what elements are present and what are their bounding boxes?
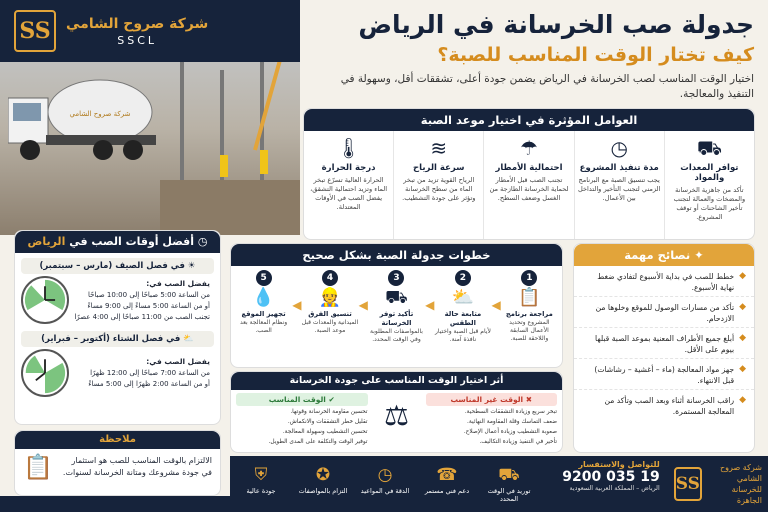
company-abbr: SSCL <box>117 33 158 47</box>
winter-clock-icon <box>21 349 69 397</box>
winter-season-title: ⛅ في فصل الشتاء (أكتوبر – فبراير) <box>21 331 214 347</box>
step-title: متابعة حالة الطقس <box>444 310 482 327</box>
brand-header <box>0 0 300 62</box>
step-desc: الميدانية والمعدات قبل موعد الصبة. <box>301 319 359 334</box>
clock-icon: ◷ <box>377 465 393 485</box>
footer-brand-tagline: للخرسانة الجاهزة <box>731 485 762 505</box>
steps-header: خطوات جدولة الصبة بشكل صحيح <box>231 244 562 266</box>
summer-clock-icon <box>21 276 69 324</box>
bullet-icon: ◆ <box>739 395 746 405</box>
shield-icon: ⛨ <box>254 465 268 485</box>
weather-icon: ⛅ <box>451 287 475 308</box>
note-header: ملاحظة <box>15 431 220 449</box>
winter-lead: يفضل الصب في: <box>146 357 210 366</box>
balance-scale-icon: ⚖ <box>383 399 410 432</box>
tip-item: ◆ أبلغ جميع الأطراف المعنية بموعد الصبة قبلها بيوم على الأقل. <box>574 328 754 359</box>
cloud-sun-icon: ⛅ <box>180 334 194 344</box>
factor-item <box>393 131 483 239</box>
feature-item <box>478 465 540 503</box>
contact-title: للتواصل والاستفسار <box>578 460 660 469</box>
good-timing-column <box>236 393 368 446</box>
step-desc: لأيام قبل الصبة واختيار نافذة آمنة. <box>434 328 491 343</box>
factor-item <box>664 131 754 239</box>
best-times-panel <box>14 230 221 425</box>
winter-line: أو من الساعة 2:00 ظهرًا إلى 5:00 مساءً <box>88 380 210 388</box>
tips-header: ✦ نصائح مهمة <box>574 244 754 266</box>
hero-photo <box>0 0 300 235</box>
tip-item: ◆ جهز مواد المعالجة (ماء – أغشية – رشاشات) قبل الانتهاء. <box>574 359 754 390</box>
summer-lead: يفضل الصب في: <box>146 278 210 288</box>
tips-panel <box>573 243 755 453</box>
feature-label: توريد في الوقت المحدد <box>487 487 531 503</box>
summer-season-title: ☀ في فصل الصيف (مارس – سبتمبر) <box>21 258 214 274</box>
step-title: مراجعة برنامج <box>505 310 553 318</box>
factor-title: درجة الحرارة <box>321 163 376 173</box>
step-number: 5 <box>256 270 272 286</box>
good-timing-title: ✔ الوقت المناسب <box>236 393 368 406</box>
factor-desc: يجب تنسيق الصبة مع البرنامج الزمني لتجنب التأخير والتداخل بين الأعمال. <box>577 176 661 202</box>
x-icon: ✖ <box>523 395 533 404</box>
factor-item <box>574 131 664 239</box>
factor-desc: تجنب الصب قبل الأمطار لحماية الخرسانة الطازجة من الغسل وضعف السطح. <box>489 176 569 202</box>
bullet-icon: ◆ <box>739 271 746 281</box>
factor-desc: الرياح القوية تزيد من تبخر الماء من سطح الخرسانة وتؤثر على جودة التشطيب. <box>402 176 476 202</box>
page-subtitle: كيف تختار الوقت المناسب للصبة؟ <box>437 44 754 66</box>
summer-line: أو من الساعة 5:00 مساءً إلى 9:00 مساءً <box>87 301 210 310</box>
footer-brand <box>668 456 768 512</box>
bad-timing-line: تبخر سريع وزيادة التشققات السطحية. <box>464 409 557 415</box>
step-title: تأكيد توفر الخرسانة <box>379 310 414 327</box>
footer-strip <box>0 496 230 512</box>
step-number: 4 <box>322 270 338 286</box>
good-timing-line: تحسين التشطيب وسهولة المعالجة. <box>282 429 368 435</box>
bad-timing-column <box>426 393 558 446</box>
best-times-header <box>15 231 220 253</box>
factors-header: العوامل المؤثرة في اختيار موعد الصبة <box>304 109 754 131</box>
contact-block <box>540 456 668 512</box>
feature-item <box>230 465 292 503</box>
step-number: 1 <box>521 270 537 286</box>
note-text: الالتزام بالوقت المناسب للصب هو استثمار في جودة مشروعك ومتانة الخرسانة لسنوات. <box>62 456 212 477</box>
bad-timing-title: ✖ الوقت غير المناسب <box>426 393 558 406</box>
step-item <box>235 270 292 344</box>
page-title: جدولة صب الخرسانة في الرياض <box>358 10 754 39</box>
mixer-truck-illustration <box>8 70 158 165</box>
worker-icon: 👷 <box>318 287 342 308</box>
wind-icon: ≋ <box>430 136 448 160</box>
location-text: الرياض – المملكة العربية السعودية <box>569 485 660 492</box>
bullet-icon: ◆ <box>739 302 746 312</box>
sun-icon: ☀ <box>184 261 196 271</box>
factor-item <box>304 131 393 239</box>
feature-label: جودة عالية <box>246 487 276 495</box>
bad-timing-line: ضعف التماسك وقلة المقاومة النهائية. <box>467 419 557 425</box>
truck-brand-label: شركة صروح الشامي <box>69 110 131 118</box>
step-desc: ونظام المعالجة بعد الصب. <box>239 319 288 334</box>
water-drop-icon: 💧 <box>252 287 275 308</box>
feature-item <box>416 465 478 503</box>
steps-panel <box>230 243 563 368</box>
feature-label: الدقة في المواعيد <box>360 487 410 495</box>
note-panel <box>14 430 221 496</box>
step-desc: المشروع وتحديد الأعمال السابقة واللاحقة للصبة. <box>509 319 550 342</box>
rain-cloud-icon: ☂ <box>520 136 538 160</box>
intro-text: اختيار الوقت المناسب لصب الخرسانة في الرياض يضمن جودة أعلى، تشققات أقل، وسهولة في التنفيذ والمعالجة. <box>340 73 754 100</box>
title-block <box>314 8 754 102</box>
feature-item <box>354 465 416 503</box>
summer-line: من الساعة 5:00 صباحًا إلى 10:00 صباحًا <box>88 290 210 299</box>
factor-desc: تأكد من جاهزية الخرسانة والمضخات والعمالة لتجنب تأخير الشاحنات أو توقف المشروع. <box>673 186 746 221</box>
company-logo: SS <box>14 10 56 52</box>
good-timing-line: تقليل خطر التشققات والانكماش. <box>287 419 368 425</box>
truck-icon: ⛟ <box>696 136 722 160</box>
footer-brand-name: شركة صروح الشامي <box>720 463 762 483</box>
mixer-truck-icon: ⛟ <box>385 287 408 308</box>
company-name: شركة صروح الشامي <box>66 15 209 32</box>
best-times-title: أفضل أوقات الصب في <box>69 235 195 248</box>
step-title: تنسيق الفرق <box>308 310 352 318</box>
feature-label: التزام بالمواصفات <box>298 487 348 495</box>
arrow-left-icon: ◀ <box>491 298 501 312</box>
step-item <box>434 270 491 344</box>
impact-header: أثر اختيار الوقت المناسب على جودة الخرسانة <box>231 372 562 390</box>
thermometer-icon: 🌡 <box>335 136 362 160</box>
clipboard-icon: 📋 <box>518 287 541 308</box>
clock-icon: ◷ <box>610 136 628 160</box>
lightbulb-icon: ✦ <box>690 248 704 262</box>
truck-icon: ⛟ <box>498 465 520 485</box>
tip-item: ◆ خطط للصب في بداية الأسبوع لتفادي ضغط نهاية الأسبوع. <box>574 266 754 297</box>
step-item <box>301 270 358 344</box>
factor-desc: الحرارة العالية تسرّع تبخر الماء وتزيد احتمالية التشقق، يفضل الصب في الأوقات المعتدلة. <box>310 176 388 211</box>
construction-site-illustration <box>160 60 300 235</box>
factor-title: توافر المعدات والمواد <box>680 163 739 183</box>
step-item <box>501 270 558 344</box>
bad-timing-line: صعوبة التشطيب وزيادة أعمال الإصلاح. <box>463 429 557 435</box>
factor-title: احتمالية الأمطار <box>495 163 563 173</box>
arrow-left-icon: ◀ <box>292 298 302 312</box>
good-timing-line: توفير الوقت والتكلفة على المدى الطويل. <box>268 439 368 445</box>
check-icon: ✔ <box>325 395 335 404</box>
tip-item: ◆ تأكد من مسارات الوصول للموقع وخلوها من الازدحام. <box>574 297 754 328</box>
bad-timing-line: تأخير في التنفيذ وزيادة التكاليف. <box>479 439 557 445</box>
bullet-icon: ◆ <box>739 364 746 374</box>
arrow-left-icon: ◀ <box>358 298 368 312</box>
impact-panel <box>230 371 563 453</box>
medal-icon: ✪ <box>315 465 331 485</box>
good-timing-line: تحسين مقاومة الخرسانة وقوتها. <box>290 409 368 415</box>
headset-icon: ☎ <box>436 465 458 485</box>
footer-logo: SS <box>674 467 702 501</box>
summer-line: تجنب الصب من 11:00 صباحًا إلى 4:00 عصرًا <box>74 312 210 321</box>
step-title: تجهيز الموقع <box>241 310 286 318</box>
tip-item: ◆ راقب الخرسانة أثناء وبعد الصب وتأكد من المعالجة المستمرة. <box>604 395 746 416</box>
step-desc: بالمواصفات المطلوبة وفي الوقت المحدد. <box>370 328 423 343</box>
clock-icon: ◷ <box>194 235 208 248</box>
feature-label: دعم فني مستمر <box>424 487 470 495</box>
feature-item <box>292 465 354 503</box>
step-item <box>368 270 425 344</box>
best-times-city: الرياض <box>27 235 66 248</box>
factor-title: مدة تنفيذ المشروع <box>579 163 659 173</box>
factor-item <box>483 131 573 239</box>
step-number: 3 <box>388 270 404 286</box>
arrow-left-icon: ◀ <box>425 298 435 312</box>
bullet-icon: ◆ <box>739 333 746 343</box>
phone-number[interactable]: 9200 035 19 <box>562 469 660 485</box>
factor-title: سرعة الرياح <box>413 163 465 173</box>
winter-line: من الساعة 7:00 صباحًا إلى 12:00 ظهرًا <box>90 369 210 377</box>
checklist-icon: 📋 <box>23 453 53 481</box>
factors-panel <box>303 108 755 240</box>
step-number: 2 <box>455 270 471 286</box>
footer <box>230 456 768 512</box>
